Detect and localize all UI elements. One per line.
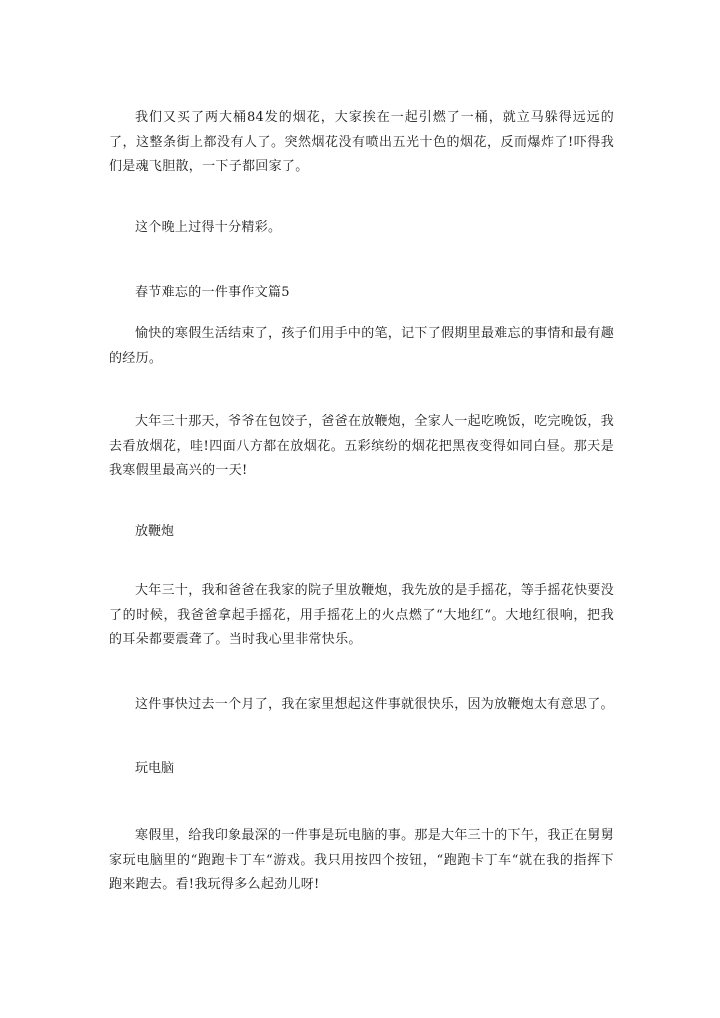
paragraph-intro: 愉快的寒假生活结束了，孩子们用手中的笔，记下了假期里最难忘的事情和最有趣的经历。 [109, 326, 614, 366]
paragraph-computer: 寒假里，给我印象最深的一件事是玩电脑的事。那是大年三十的下午，我正在舅舅家玩电脑里的“跑跑卡丁车“游戏。我只用按四个按钮，“跑跑卡丁车“就在我的指挥下跑来跑去。看!我玩得多么起劲儿呀! [109, 828, 614, 892]
essay-title: 春节难忘的一件事作文篇5 [135, 285, 290, 300]
paragraph-exciting-night: 这个晚上过得十分精彩。 [135, 220, 282, 235]
paragraph-fireworks-explosion: 我们又买了两大桶84发的烟花，大家挨在一起引燃了一桶，就立马躲得远远的了，这整条街上都没有人了。突然烟花没有喷出五光十色的烟花，反而爆炸了!吓得我们是魂飞胆散，一下子都回家了。 [109, 110, 614, 174]
paragraph-firecrackers: 大年三十，我和爸爸在我家的院子里放鞭炮，我先放的是手摇花，等手摇花快要没了的时候，我爸爸拿起手摇花，用手摇花上的火点燃了“大地红“。大地红很响，把我的耳朵都要震聋了。当时我心里非常快乐。 [109, 583, 614, 647]
paragraph-firecrackers-memory: 这件事快过去一个月了，我在家里想起这件事就很快乐，因为放鞭炮太有意思了。 [135, 697, 614, 712]
paragraph-new-years-eve: 大年三十那天，爷爷在包饺子，爸爸在放鞭炮，全家人一起吃晚饭，吃完晚饭，我去看放烟花，哇!四面八方都在放烟花。五彩缤纷的烟花把黑夜变得如同白昼。那天是我寒假里最高兴的一天! [109, 414, 614, 478]
section-heading-firecrackers: 放鞭炮 [135, 524, 175, 539]
section-heading-computer: 玩电脑 [135, 761, 175, 776]
